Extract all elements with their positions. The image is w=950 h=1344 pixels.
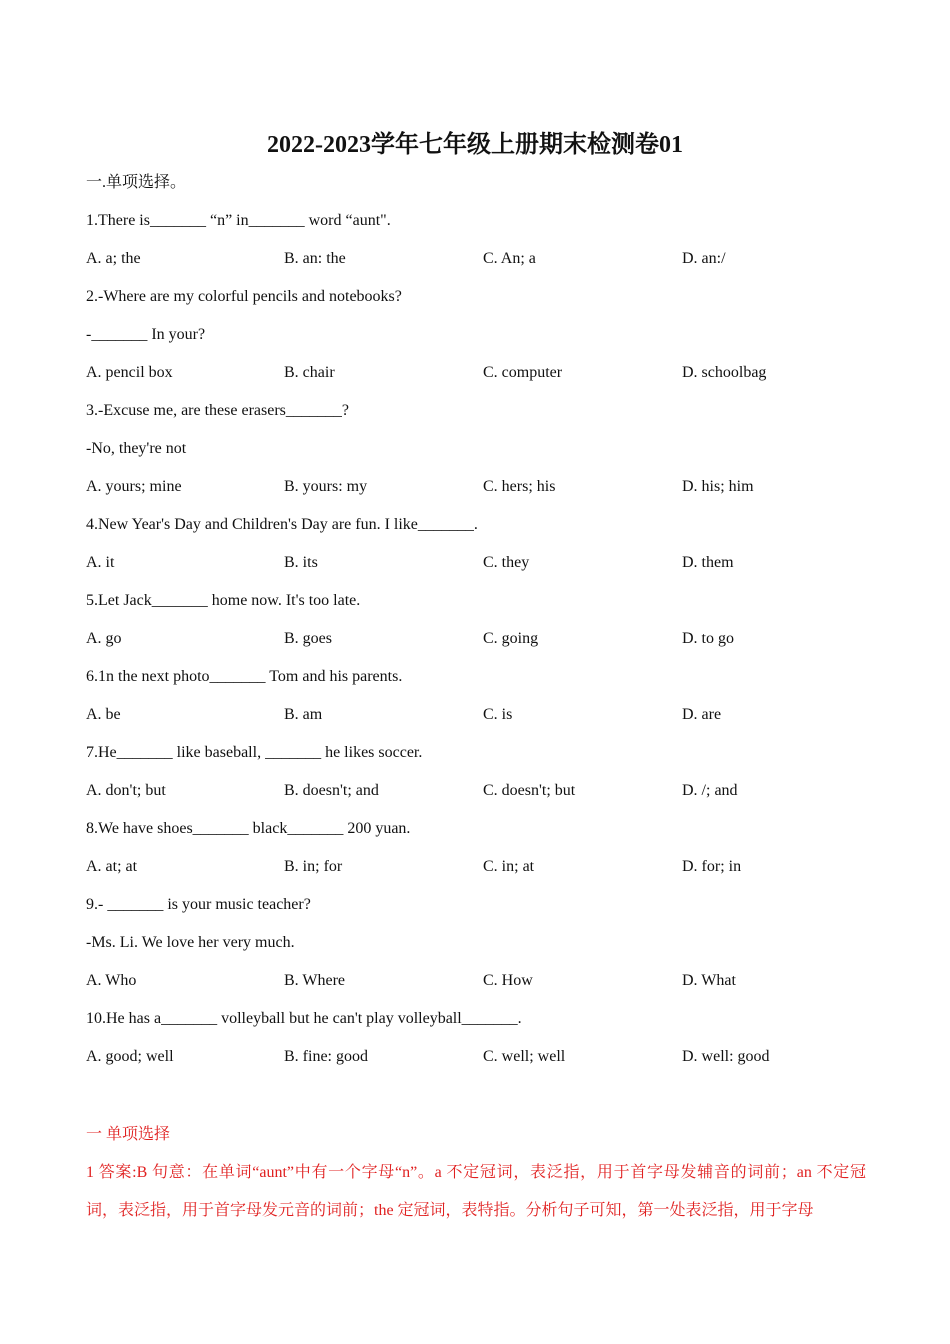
option-a: A. be xyxy=(86,706,121,723)
options-row xyxy=(86,704,876,742)
option-b: B. doesn't; and xyxy=(284,782,379,799)
option-a: A. at; at xyxy=(86,858,138,875)
question-stem: -_______ In your? xyxy=(86,326,206,343)
answer-heading: 一 单项选择 xyxy=(86,1126,171,1143)
option-d: D. well: good xyxy=(682,1048,770,1065)
question-9 xyxy=(86,894,876,1008)
option-a: A. pencil box xyxy=(86,364,173,381)
question-6 xyxy=(86,666,876,742)
option-a: A. good; well xyxy=(86,1048,174,1065)
option-b: B. am xyxy=(284,706,323,723)
answer-section xyxy=(86,1124,866,1230)
option-a: A. yours; mine xyxy=(86,478,182,495)
question-stem: 3.-Excuse me, are these erasers_______? xyxy=(86,402,349,419)
option-c: C. computer xyxy=(483,364,563,381)
option-b: B. chair xyxy=(284,364,335,381)
option-d: D. his; him xyxy=(682,478,754,495)
question-stem: 4.New Year's Day and Children's Day are fun. I like_______. xyxy=(86,516,478,533)
option-a: A. don't; but xyxy=(86,782,166,799)
question-stem: 1.There is_______ “n” in_______ word “aunt". xyxy=(86,212,391,229)
question-stem: 5.Let Jack_______ home now. It's too late. xyxy=(86,592,361,609)
option-a: A. go xyxy=(86,630,122,647)
question-3 xyxy=(86,400,876,514)
answer-text: 1 答案:B 句意：在单词“aunt”中有一个字母“n”。a 不定冠词，表泛指，用于首字母发辅音的词前；an 不定冠词，表泛指，用于首字母发元音的词前；the 定冠词，表特指。分析句子可知，第一处表泛指，用于字母 xyxy=(86,1164,866,1219)
question-stem: 10.He has a_______ volleyball but he can't play volleyball_______. xyxy=(86,1010,522,1027)
option-d: D. them xyxy=(682,554,734,571)
option-b: B. fine: good xyxy=(284,1048,368,1065)
question-stem: 8.We have shoes_______ black_______ 200 yuan. xyxy=(86,820,411,837)
options-row xyxy=(86,476,876,514)
question-stem: 9.- _______ is your music teacher? xyxy=(86,896,311,913)
question-7 xyxy=(86,742,876,818)
section-title: 一.单项选择。 xyxy=(86,174,187,191)
option-c: C. An; a xyxy=(483,250,536,267)
option-a: A. Who xyxy=(86,972,137,989)
options-row xyxy=(86,970,876,1008)
question-stem: 6.1n the next photo_______ Tom and his parents. xyxy=(86,668,403,685)
option-b: B. in; for xyxy=(284,858,343,875)
option-d: D. for; in xyxy=(682,858,742,875)
option-b: B. an: the xyxy=(284,250,346,267)
question-stem: -Ms. Li. We love her very much. xyxy=(86,934,295,951)
option-b: B. goes xyxy=(284,630,332,647)
options-row xyxy=(86,248,876,286)
options-row xyxy=(86,628,876,666)
option-c: C. is xyxy=(483,706,513,723)
question-8 xyxy=(86,818,876,894)
option-c: C. they xyxy=(483,554,530,571)
options-row xyxy=(86,1046,876,1084)
option-b: B. its xyxy=(284,554,318,571)
option-b: B. yours: my xyxy=(284,478,368,495)
question-10 xyxy=(86,1008,876,1084)
option-a: A. it xyxy=(86,554,115,571)
option-c: C. well; well xyxy=(483,1048,566,1065)
options-row xyxy=(86,552,876,590)
options-row xyxy=(86,362,876,400)
question-4 xyxy=(86,514,876,590)
options-row xyxy=(86,780,876,818)
question-stem: -No, they're not xyxy=(86,440,187,457)
option-d: D. are xyxy=(682,706,722,723)
option-c: C. hers; his xyxy=(483,478,556,495)
question-stem: 7.He_______ like baseball, _______ he likes soccer. xyxy=(86,744,423,761)
question-stem: 2.-Where are my colorful pencils and notebooks? xyxy=(86,288,402,305)
option-d: D. to go xyxy=(682,630,734,647)
option-c: C. going xyxy=(483,630,539,647)
question-2 xyxy=(86,286,876,400)
question-list xyxy=(86,210,876,1084)
option-b: B. Where xyxy=(284,972,346,989)
option-d: D. an:/ xyxy=(682,250,726,267)
question-5 xyxy=(86,590,876,666)
exam-body xyxy=(86,172,876,1084)
option-d: D. /; and xyxy=(682,782,738,799)
page-title: 2022-2023学年七年级上册期末检测卷01 xyxy=(267,132,683,158)
option-a: A. a; the xyxy=(86,250,141,267)
option-c: C. doesn't; but xyxy=(483,782,576,799)
option-c: C. How xyxy=(483,972,533,989)
options-row xyxy=(86,856,876,894)
option-c: C. in; at xyxy=(483,858,535,875)
option-d: D. What xyxy=(682,972,736,989)
question-1 xyxy=(86,210,876,286)
option-d: D. schoolbag xyxy=(682,364,767,381)
